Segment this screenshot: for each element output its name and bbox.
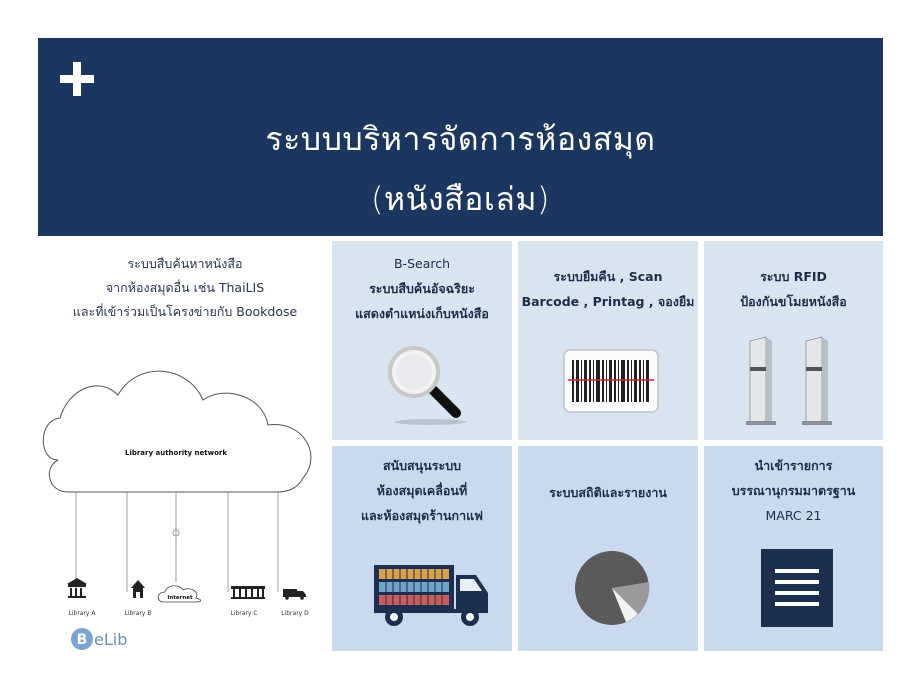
library-c-label: Library C [230,610,258,617]
plus-icon [60,62,94,96]
tile-mobile-library-line-2: ห้องสมุดเคลื่อนที่ [376,483,468,498]
tile-rfid-line-1: ระบบ RFID [760,269,827,284]
library-a-label: Library A [68,610,96,617]
tile-b-search-line-1: B-Search [393,256,451,271]
tile-mobile-library[interactable] [332,446,512,651]
tile-statistics-line-1: ระบบสถิติและรายงาน [549,485,667,500]
list-icon [761,549,833,627]
internet-label: Internet [167,595,193,601]
cloud-label: Library authority network [124,449,228,457]
tile-rfid[interactable] [704,241,883,440]
tile-mobile-library-line-1: สนับสนุนระบบ [382,458,462,473]
library-c-icon [231,586,265,599]
banner-title: ระบบบริหารจัดการห้องสมุด [265,120,656,158]
tile-marc-import-line-2: บรรณานุกรมมาตรฐาน [731,483,856,498]
library-b-label: Library B [124,610,152,617]
library-d-label: Library D [281,610,309,617]
description-line-2: จากห้องสมุดอื่น เช่น ThaiLIS [105,280,265,295]
logo-initial: B [76,632,88,648]
tile-circulation-line-1: ระบบยืมคืน , Scan [553,269,663,284]
pie-chart-icon [574,548,654,628]
library-network-description [40,252,330,324]
tile-marc-import-line-1: นำเข้ารายการ [754,458,833,473]
logo-text: eLib [94,630,128,649]
description-line-3: และที่เข้าร่วมเป็นโครงข่ายกับ Bookdose [72,304,298,319]
tile-circulation-line-2: Barcode , Printag , จองยืม [521,294,695,309]
barcode-icon [562,348,660,416]
tile-marc-import[interactable] [704,446,883,651]
header-banner [38,38,883,236]
tile-circulation[interactable] [518,241,698,440]
network-diagram [38,360,323,620]
internet-cloud-icon [158,586,200,602]
tile-b-search[interactable] [332,241,512,440]
rfid-gate-icon [740,333,850,431]
library-a-icon [67,578,87,598]
tile-marc-import-line-3: MARC 21 [765,508,822,523]
library-d-icon [283,589,306,600]
cloud-shape [43,371,311,492]
tile-rfid-line-2: ป้องกันขโมยหนังสือ [740,294,847,309]
tile-b-search-line-3: แสดงตำแหน่งเก็บหนังสือ [355,306,489,321]
tile-b-search-line-2: ระบบสืบค้นอัจฉริยะ [369,281,475,296]
book-truck-icon [372,559,492,629]
tile-statistics[interactable] [518,446,698,651]
library-b-icon [131,580,145,598]
tile-mobile-library-line-3: และห้องสมุดร้านกาแฟ [360,508,484,523]
belib-logo [70,626,150,654]
description-line-1: ระบบสืบค้นหาหนังสือ [127,256,243,271]
banner-subtitle: (หนังสือเล่ม) [371,180,550,218]
magnifier-icon [382,341,472,431]
